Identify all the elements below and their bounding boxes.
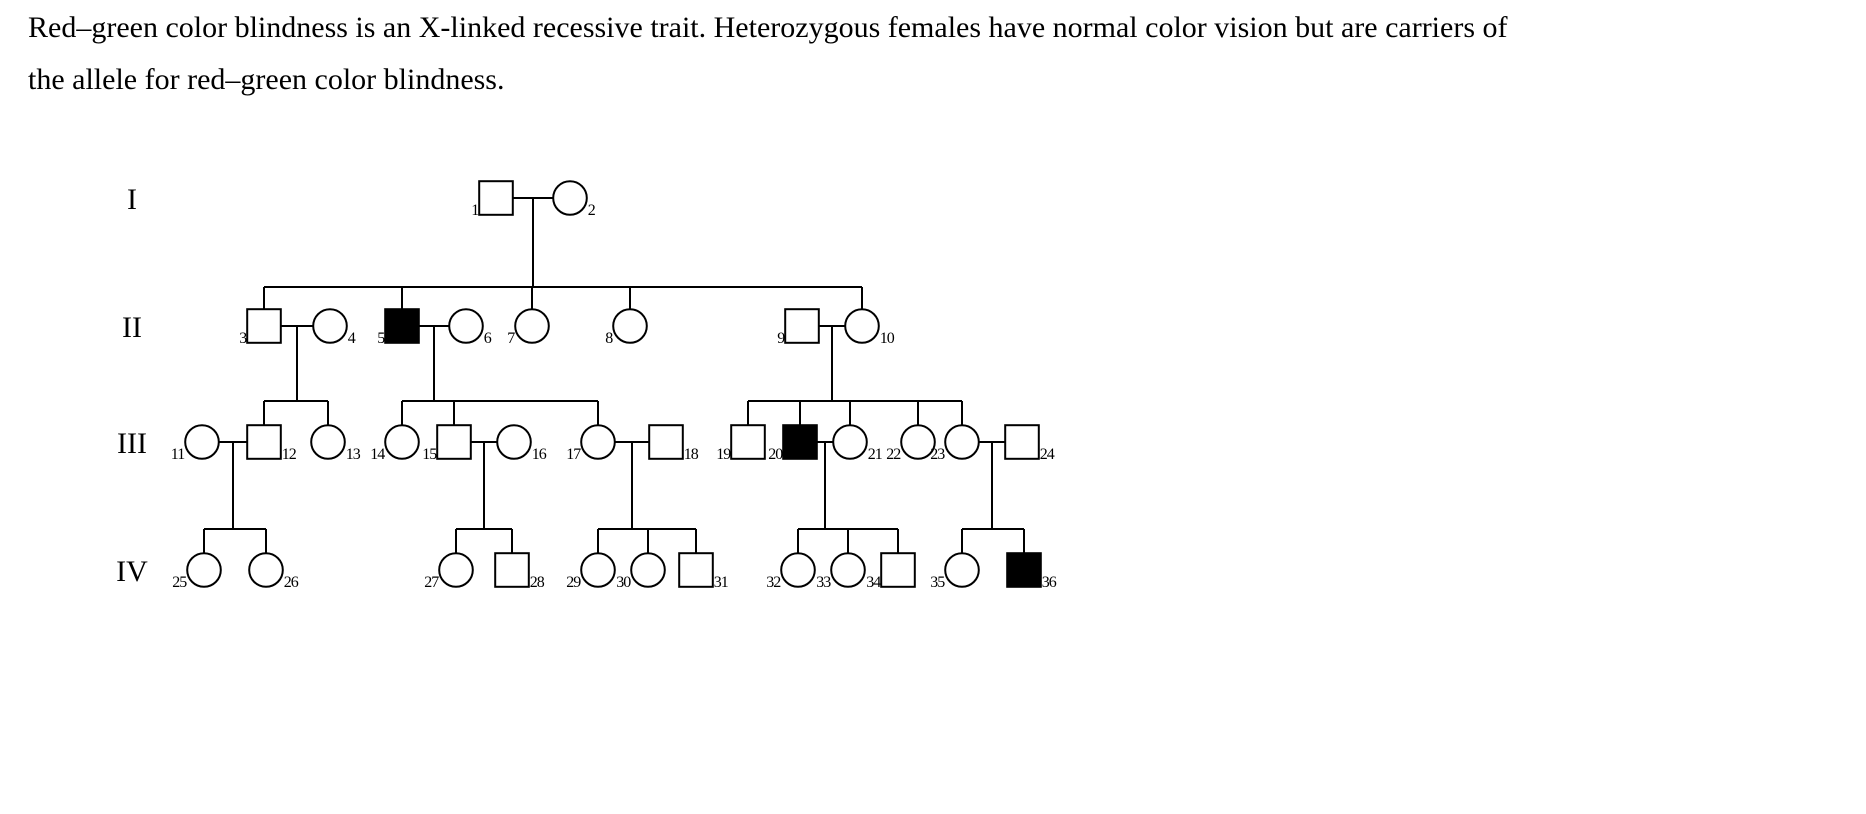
individual-number-8: 8 xyxy=(605,329,613,347)
individual-32-circle xyxy=(781,553,815,587)
individual-14-circle xyxy=(385,425,419,459)
individual-number-9: 9 xyxy=(777,329,785,347)
individual-7-circle xyxy=(515,309,549,343)
pedigree-lines xyxy=(204,198,1024,553)
individual-18-square xyxy=(649,425,683,459)
intro-line-2: the allele for red–green color blindness. xyxy=(28,63,505,96)
individual-6-circle xyxy=(449,309,483,343)
individual-17-circle xyxy=(581,425,615,459)
generation-label-II: II xyxy=(122,311,142,344)
individual-number-34: 34 xyxy=(866,573,881,591)
individual-number-30: 30 xyxy=(616,573,631,591)
individual-21-circle xyxy=(833,425,867,459)
individual-number-5: 5 xyxy=(377,329,385,347)
individual-28-square xyxy=(495,553,529,587)
individual-11-circle xyxy=(185,425,219,459)
individual-34-square xyxy=(881,553,915,587)
individual-number-31: 31 xyxy=(713,573,728,591)
individual-number-6: 6 xyxy=(483,329,491,347)
individual-number-3: 3 xyxy=(239,329,247,347)
individual-13-circle xyxy=(311,425,345,459)
individual-number-27: 27 xyxy=(424,573,439,591)
individual-10-circle xyxy=(845,309,879,343)
generation-label-III: III xyxy=(117,427,147,460)
individual-24-square xyxy=(1005,425,1039,459)
individual-number-2: 2 xyxy=(587,201,595,219)
intro-line-1: Red–green color blindness is an X-linked recessive trait. Heterozygous females have normal color vision but are carriers of xyxy=(28,11,1508,44)
individual-number-19: 19 xyxy=(716,445,731,463)
individual-number-20: 20 xyxy=(768,445,783,463)
individual-33-circle xyxy=(831,553,865,587)
individual-number-29: 29 xyxy=(566,573,581,591)
individual-31-square xyxy=(679,553,713,587)
individual-number-32: 32 xyxy=(766,573,781,591)
individual-27-circle xyxy=(439,553,473,587)
individual-number-18: 18 xyxy=(683,445,698,463)
individual-30-circle xyxy=(631,553,665,587)
individual-12-square xyxy=(247,425,281,459)
individual-36-square xyxy=(1007,553,1041,587)
individual-number-33: 33 xyxy=(816,573,831,591)
individual-4-circle xyxy=(313,309,347,343)
individual-number-24: 24 xyxy=(1039,445,1054,463)
individual-26-circle xyxy=(249,553,283,587)
individual-number-36: 36 xyxy=(1041,573,1056,591)
individual-2-circle xyxy=(553,181,587,215)
pedigree-symbols xyxy=(185,181,1041,587)
individual-number-22: 22 xyxy=(886,445,901,463)
individual-number-11: 11 xyxy=(170,445,185,463)
individual-number-4: 4 xyxy=(347,329,355,347)
individual-23-circle xyxy=(945,425,979,459)
individual-20-square xyxy=(783,425,817,459)
individual-35-circle xyxy=(945,553,979,587)
individual-number-35: 35 xyxy=(930,573,945,591)
individual-number-1: 1 xyxy=(471,201,479,219)
individual-9-square xyxy=(785,309,819,343)
generation-label-I: I xyxy=(127,183,137,216)
individual-number-16: 16 xyxy=(531,445,546,463)
individual-number-17: 17 xyxy=(566,445,581,463)
individual-number-13: 13 xyxy=(345,445,360,463)
individual-15-square xyxy=(437,425,471,459)
individual-19-square xyxy=(731,425,765,459)
individual-number-28: 28 xyxy=(529,573,544,591)
individual-1-square xyxy=(479,181,513,215)
individual-3-square xyxy=(247,309,281,343)
individual-5-square xyxy=(385,309,419,343)
individual-number-26: 26 xyxy=(283,573,298,591)
generation-label-IV: IV xyxy=(116,555,148,588)
individual-number-14: 14 xyxy=(370,445,385,463)
individual-8-circle xyxy=(613,309,647,343)
individual-16-circle xyxy=(497,425,531,459)
individual-number-15: 15 xyxy=(422,445,437,463)
individual-number-21: 21 xyxy=(867,445,882,463)
individual-25-circle xyxy=(187,553,221,587)
individual-number-10: 10 xyxy=(879,329,894,347)
individual-29-circle xyxy=(581,553,615,587)
individual-number-25: 25 xyxy=(172,573,187,591)
individual-number-7: 7 xyxy=(507,329,515,347)
individual-number-23: 23 xyxy=(930,445,945,463)
individual-number-12: 12 xyxy=(281,445,296,463)
